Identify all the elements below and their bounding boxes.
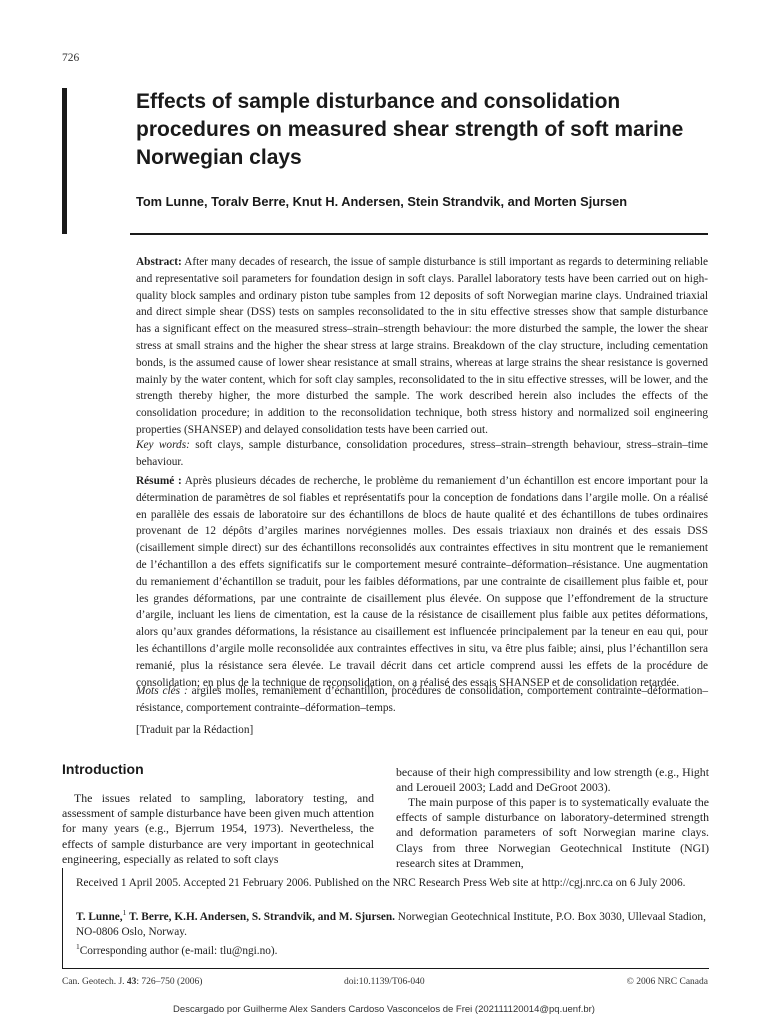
resume-text: Après plusieurs décades de recherche, le problème du remaniement d’un échantillon est encore important pour la détermination de paramètres de sol fiables et représentatifs pour la conception de fondations dans l’argile molle. On a réalisé en parallèle des essais de laboratoire sur des échantillons de blocs de haute qualité et des échantillons de tubes ordinaires provenant de 12 dépôts d’argiles marines norvégiennes molles. Des essais triaxiaux non drainés et des essais DSS (cisaillement simple direct) sur des échantillons reconsolidés aux contraintes effectives in situ montrent que le remaniement de l’échantillon a des effets significatifs sur le comportement mesuré contrainte–déformation–résistance. Une augmentation du remaniement d’échantillon se traduit, pour les faibles déformations, par une contrainte de cisaillement plus faible et, pour les grandes déformations, par une contrainte de cisaillement plus élevée. On suppose que l’effondrement de la structure d’argile, incluant les liens de cimentation, est la cause de la résistance de cisaillement plus faible aux petites déformations, alors qu’aux grandes déformations, la résistance au cisaillement est influencée principalement par la teneur en eau qui, pour les échantillons d’argile molle reconsolidée aux contraintes effectives in situ, va être plus faible; ainsi, plus l’échantillon sera remanié, plus la résistance sera élevée. Le travail décrit dans cet article comprend aussi les effets de la procédure de consolidation; en plus de la technique de reconsolidation, on a réalisé des essais SHANSEP et de consolidation retardée. <box>136 475 708 689</box>
journal-volume: 43 <box>126 977 137 987</box>
mots-cles <box>136 683 708 717</box>
corresp-footnote-mark: 1 <box>76 942 80 952</box>
intro-left-column: The issues related to sampling, laboratory testing, and assessment of sample disturbance have been given much attention for many years (e.g., Bjerrum 1954, 1973). Nevertheless, the effects of sample disturbance are very important in geotechnical engineering, especially as related to soft clays <box>62 791 374 866</box>
translation-note: [Traduit par la Rédaction] <box>136 724 254 736</box>
abstract-text: After many decades of research, the issue of sample disturbance is still important as regards to determining reliable and representative soil parameters for foundation design in soft clays. Parallel laboratory tests have been carried out on high-quality block samples and ordinary piston tube samples from 12 deposits of soft Norwegian marine clays. Undrained triaxial and direct simple shear (DSS) tests on samples reconsolidated to the in situ effective stresses show that sample disturbance has a significant effect on the measured stress–strain–strength behaviour: the more disturbed the sample, the lower the shear stress at small strains and the higher the shear stress at large strains. Breakdown of the clay structure, including cementation bonds, is the assumed cause of lower shear resistance at small strains, whereas at large strains the shear resistance is governed mainly by the water content, which for soft clay samples, reconsolidated to the in situ effective stresses, will be lower, and the strength thereby higher, the more disturbed the sample. The work described herein also includes the effects of the consolidation procedure; in addition to the reconsolidation technique, both stress history and normalized soil engineering properties (SHANSEP) and delayed consolidation tests have been carried out. <box>136 256 708 436</box>
author-list: Tom Lunne, Toralv Berre, Knut H. Andersen, Stein Strandvik, and Morten Sjursen <box>136 194 628 209</box>
journal-name: Can. Geotech. J. <box>62 977 127 987</box>
mots-cles-label: Mots clés : <box>136 685 188 697</box>
keywords-text: soft clays, sample disturbance, consolidation procedures, stress–strain–strength behaviour, stress–strain–time behaviour. <box>136 439 709 468</box>
introduction-heading: Introduction <box>62 761 144 777</box>
title-divider <box>130 233 708 235</box>
affil-footnote-mark: 1 <box>122 908 127 918</box>
title-accent-bar <box>62 88 67 234</box>
copyright: © 2006 NRC Canada <box>626 977 708 987</box>
corresponding-author <box>76 944 706 959</box>
affil-authors-a: T. Lunne, <box>76 911 123 923</box>
resume <box>136 473 708 691</box>
abstract-label: Abstract: <box>136 256 182 268</box>
keywords-label: Key words: <box>136 439 190 451</box>
abstract <box>136 254 708 439</box>
intro-right-continuation: because of their high compressibility and low strength (e.g., Hight and Leroueil 2003; Ladd and DeGroot 2003). <box>396 765 709 795</box>
resume-label: Résumé : <box>136 475 182 487</box>
journal-pages: : 726–750 (2006) <box>136 977 203 987</box>
doi: doi:10.1139/T06-040 <box>344 977 425 987</box>
affil-institution: Norwegian Geotechnical Institute, P.O. Box 3030, Ullevaal Stadion, NO-0806 Oslo, Norway. <box>76 911 706 939</box>
journal-citation <box>62 977 202 987</box>
article-title: Effects of sample disturbance and consolidation procedures on measured shear strength of soft marine Norwegian clays <box>136 90 684 169</box>
author-affiliations <box>76 910 706 940</box>
page-number: 726 <box>62 52 80 64</box>
intro-right-paragraph: The main purpose of this paper is to systematically evaluate the effects of sample disturbance on laboratory-determined strength and deformation parameters of soft Norwegian marine clays. Clays from three Norwegian Geotechnical Institute (NGI) research sites at Drammen, <box>396 795 709 870</box>
keywords <box>136 437 708 471</box>
affil-authors-b: T. Berre, K.H. Andersen, S. Strandvik, and M. Sjursen. <box>126 911 395 923</box>
mots-cles-text: argiles molles, remaniement d’échantillon, procédures de consolidation, comportement contrainte–déformation–résistance, comportement contrainte–déformation–temps. <box>136 685 708 714</box>
corresp-text: Corresponding author (e-mail: tlu@ngi.no). <box>79 945 278 957</box>
download-watermark: Descargado por Guilherme Alex Sanders Cardoso Vasconcelos de Frei (202111120014@pq.uenf.br) <box>173 1004 595 1015</box>
received-dates: Received 1 April 2005. Accepted 21 February 2006. Published on the NRC Research Press Web site at http://cgj.nrc.ca on 6 July 2006. <box>76 877 686 889</box>
